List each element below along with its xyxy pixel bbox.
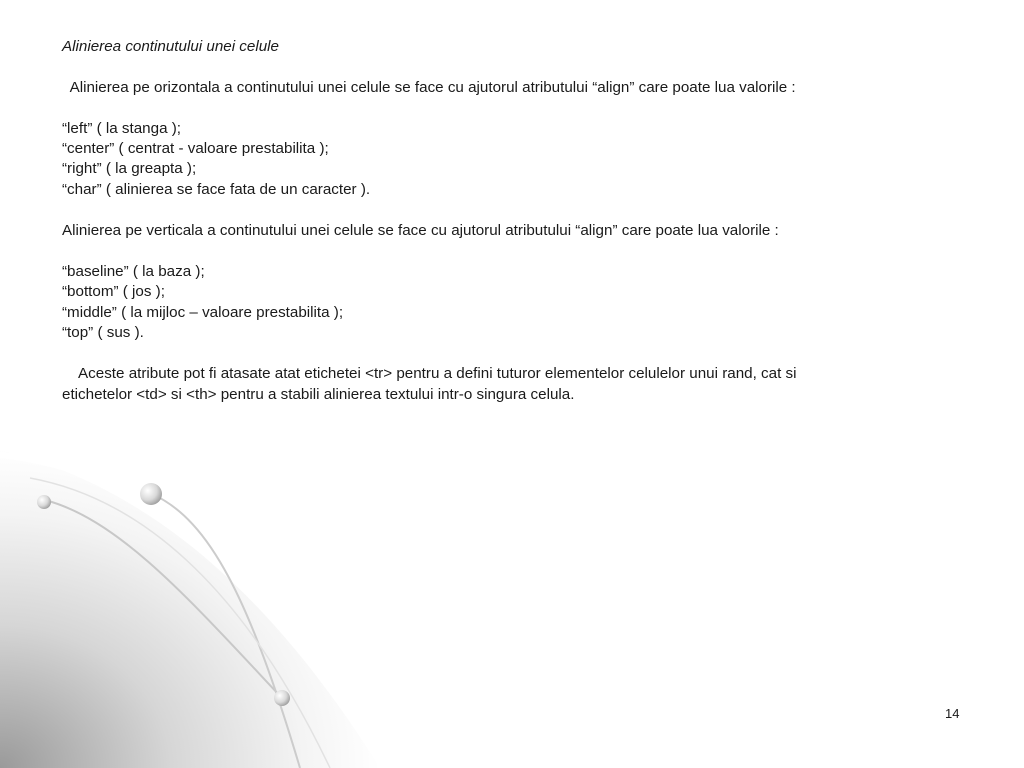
horizontal-value-left: “left” ( la stanga ); bbox=[62, 120, 182, 137]
sphere-small-left bbox=[37, 495, 51, 509]
horizontal-value-right: “right” ( la greapta ); bbox=[62, 160, 197, 177]
vertical-value-bottom: “bottom” ( jos ); bbox=[62, 283, 165, 300]
horizontal-value-center: “center” ( centrat - valoare prestabilita ); bbox=[62, 140, 329, 157]
slide-title: Alinierea continutului unei celule bbox=[62, 38, 279, 55]
vertical-value-middle: “middle” ( la mijloc – valoare prestabilita ); bbox=[62, 304, 344, 321]
horizontal-intro: Alinierea pe orizontala a continutului unei celule se face cu ajutorul atributului “align” care poate lua valorile : bbox=[62, 79, 796, 96]
closing-paragraph-line-2: etichetelor <td> si <th> pentru a stabili alinierea textului intr-o singura celula. bbox=[62, 386, 575, 403]
gray-gradient-area bbox=[0, 450, 380, 768]
vertical-value-top: “top” ( sus ). bbox=[62, 324, 144, 341]
sphere-large bbox=[140, 483, 162, 505]
closing-paragraph-line-1: Aceste atribute pot fi atasate atat etichetei <tr> pentru a defini tuturor elementelor celulelor unui rand, cat si bbox=[62, 365, 797, 382]
page-number: 14 bbox=[945, 706, 960, 721]
horizontal-value-char: “char” ( alinierea se face fata de un caracter ). bbox=[62, 181, 371, 198]
vertical-intro: Alinierea pe verticala a continutului unei celule se face cu ajutorul atributului “align” care poate lua valorile : bbox=[62, 222, 779, 239]
vertical-value-baseline: “baseline” ( la baza ); bbox=[62, 263, 205, 280]
sphere-small-bottom bbox=[274, 690, 290, 706]
